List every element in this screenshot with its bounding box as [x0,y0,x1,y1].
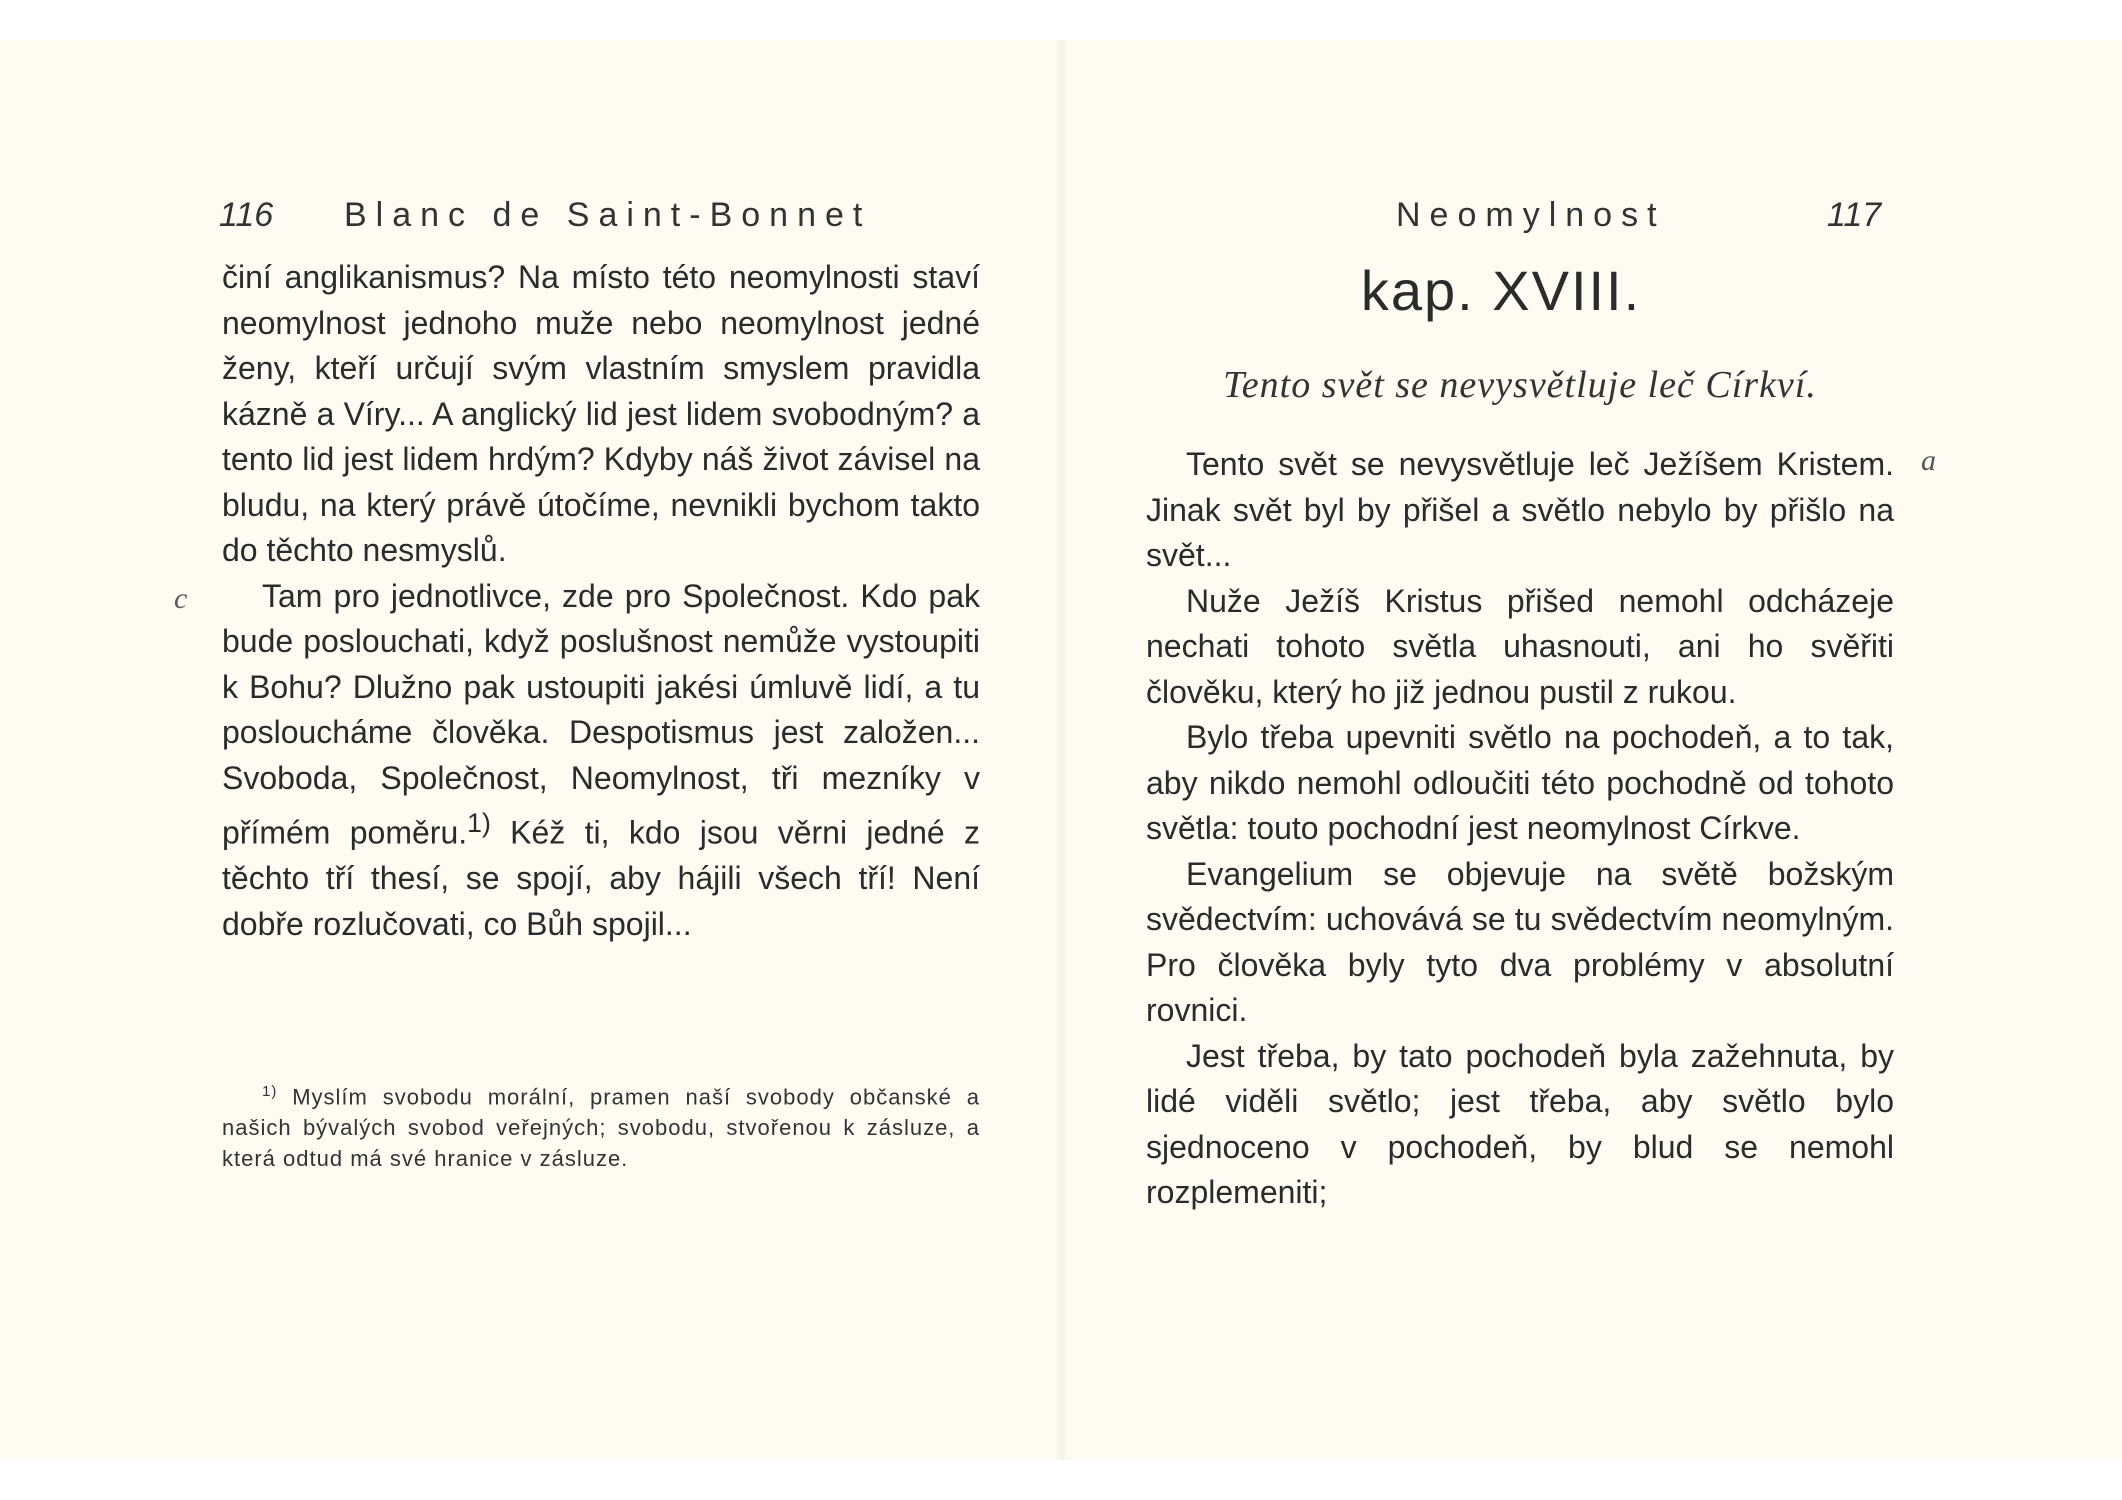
left-margin-note: c [174,582,188,615]
left-running-head: Blanc de Saint-Bonnet [344,196,872,234]
book-gutter [1055,40,1067,1460]
left-paragraph-2 [222,574,980,948]
footnote [222,1076,980,1174]
right-body-text [1146,442,1894,1216]
footnote-mark: 1) [262,1083,278,1100]
right-running-head: Neomylnost [1396,196,1666,234]
right-paragraph-2: Nuže Ježíš Kristus přišed nemohl odcházeje nechati tohoto světla uhasnouti, ani ho svěřiti člověku, který ho již jednou pustil z rukou. [1146,582,1894,710]
footnote-text: Myslím svobodu morální, pramen naší svobody občanské a našich bývalých svobod veřejných; svobodu, stvořenou k zásluze, a která odtud má své hranice v zásluze. [222,1084,980,1172]
right-margin-note: a [1921,444,1936,477]
right-paragraph-1: Tento svět se nevysvětluje leč Ježíšem Kristem. Jinak svět byl by přišel a světlo nebylo by přišlo na svět... [1146,446,1894,573]
left-paragraph-2-part-1: Tam pro jednotlivce, zde pro Společnost. Kdo pak bude poslouchati, když poslušnost nemůže vystoupiti k Bohu? Dlužno pak ustoupiti jakési úmluvě lidí, a tu posloucháme člověka. Despotismus jest založen... Svoboda, Společnost, Neomylnost, tři mezníky v přímém poměru. [222,577,980,851]
right-paragraph-5: Jest třeba, by tato pochodeň byla zažehnuta, by lidé viděli světlo; jest třeba, aby světlo bylo sjednoceno v pochodeň, by blud se nemohl rozplemeniti; [1146,1037,1894,1210]
right-page-number: 117 [1827,196,1882,234]
footnote-reference: 1) [467,808,491,838]
left-page-number: 116 [219,196,274,234]
right-paragraph-3: Bylo třeba upevniti světlo na pochodeň, a to tak, aby nikdo nemohl odloučiti této pochodně od tohoto světla: touto pochodní jest neomylnost Církve. [1146,719,1894,846]
left-body-text [222,255,980,947]
left-paragraph-2-part-2: Kéž ti, kdo jsou věrni jedné z těchto tří thesí, se spojí, aby hájili všech tří! Není dobře rozlučovati, co Bůh spojil... [222,814,981,942]
right-paragraph-4: Evangelium se objevuje na světě božským svědectvím: uchovává se tu svědectvím neomylným. Pro člověka byly tyto dva problémy v absolutní rovnici. [1146,855,1894,1028]
chapter-title: kap. XVIII. [1360,259,1642,322]
chapter-subtitle: Tento svět se nevysvětluje leč Církví. [1223,364,1817,406]
left-paragraph-1: činí anglikanismus? Na místo této neomylnosti staví neomylnost jednoho muže nebo neomylnost jedné ženy, kteří určují svým vlastním smyslem pravidla kázně a Víry... A anglický lid jest lidem svobodným? a tento lid jest lidem hrdým? Kdyby náš život závisel na bludu, na který právě útočíme, nevnikli bychom takto do těchto nesmyslů. [222,259,980,568]
